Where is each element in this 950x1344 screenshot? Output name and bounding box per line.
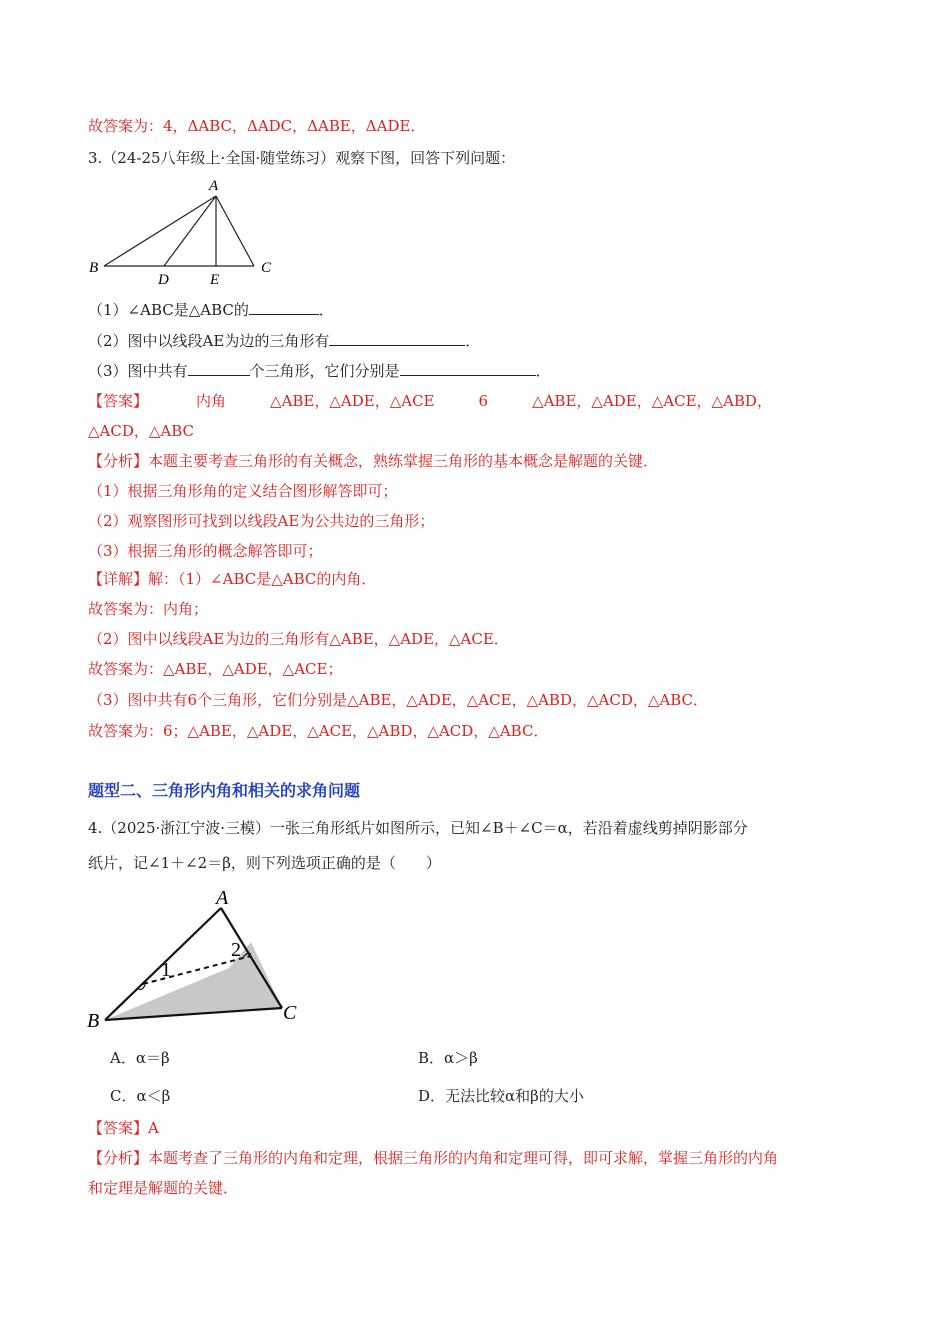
q4-analysis-2: 和定理是解题的关键． bbox=[88, 1179, 239, 1197]
q3-detail-0: 【详解】解：（1）∠ABC是△ABC的内角． bbox=[88, 570, 377, 588]
q3-answer-line-2: △ACD，△ABC bbox=[88, 422, 195, 440]
q4-option-b: B．α＞β bbox=[418, 1049, 478, 1067]
q3-analysis-2: （2）观察图形可找到以线段AE为公共边的三角形； bbox=[88, 512, 435, 530]
q3-header: 3.（24-25八年级上·全国·随堂练习）观察下图，回答下列问题： bbox=[88, 149, 516, 167]
q3-label-b: B bbox=[89, 260, 99, 276]
q4-answer: 【答案】A bbox=[88, 1119, 159, 1137]
q4-option-a: A．α＝β bbox=[110, 1049, 170, 1067]
q3-label-c: C bbox=[261, 260, 272, 276]
section-title: 题型二、三角形内角和相关的求角问题 bbox=[88, 781, 361, 800]
q3-analysis-3: （3）根据三角形的概念解答即可； bbox=[88, 542, 323, 560]
q3-label-e: E bbox=[210, 272, 220, 288]
q3-detail-5: 故答案为：6；△ABE，△ADE，△ACE，△ABD，△ACD，△ABC． bbox=[88, 722, 549, 740]
q4-triangle-figure bbox=[85, 884, 315, 1034]
q3-sub3: （3）图中共有 个三角形，它们分别是 ． bbox=[88, 362, 551, 380]
q3-detail-2: （2）图中以线段AE为边的三角形有△ABE，△ADE，△ACE． bbox=[88, 630, 509, 648]
q4-label-c: C bbox=[283, 1002, 297, 1024]
q4-label-a: A bbox=[216, 887, 229, 909]
q4-line-2: 纸片，记∠1＋∠2＝β，则下列选项正确的是（ ） bbox=[88, 854, 441, 872]
q4-label-1: 1 bbox=[161, 959, 171, 981]
q3-sub1: （1）∠ABC是△ABC的 ． bbox=[88, 301, 334, 319]
q3-analysis-0: 【分析】本题主要考查三角形的有关概念，熟练掌握三角形的基本概念是解题的关键． bbox=[88, 452, 659, 470]
q4-line-1: 4.（2025·浙江宁波·三模）一张三角形纸片如图所示，已知∠B＋∠C＝α，若沿着虚线剪掉阴影部分 bbox=[88, 819, 748, 837]
q3-label-d: D bbox=[158, 272, 169, 288]
q4-analysis-1: 【分析】本题考查了三角形的内角和定理，根据三角形的内角和定理可得，即可求解，掌握三角形的内角 bbox=[88, 1149, 779, 1167]
q3-detail-1: 故答案为：内角； bbox=[88, 600, 209, 618]
q4-label-2: 2 bbox=[231, 939, 241, 961]
q4-shaded-region bbox=[105, 942, 282, 1020]
q3-analysis-1: （1）根据三角形角的定义结合图形解答即可； bbox=[88, 482, 398, 500]
q3-label-a: A bbox=[209, 178, 219, 194]
q3-detail-4: （3）图中共有6个三角形，它们分别是△ABE，△ADE，△ACE，△ABD，△ACD，△ABC． bbox=[88, 691, 709, 709]
q3-sub2: （2）图中以线段AE为边的三角形有 ． bbox=[88, 332, 481, 350]
q3-detail-3: 故答案为：△ABE，△ADE，△ACE； bbox=[88, 660, 343, 678]
q4-label-b: B bbox=[87, 1010, 100, 1032]
q4-option-d: D．无法比较α和β的大小 bbox=[418, 1087, 584, 1105]
q3-triangle-figure bbox=[85, 174, 285, 289]
q3-answer-line: 【答案】 内角 △ABE，△ADE，△ACE 6 △ABE，△ADE，△ACE，△ABD， bbox=[88, 392, 772, 410]
q2-answer-line: 故答案为：4，ΔABC，ΔADC，ΔABE，ΔADE． bbox=[88, 117, 426, 135]
q4-option-c: C．α＜β bbox=[110, 1087, 171, 1105]
